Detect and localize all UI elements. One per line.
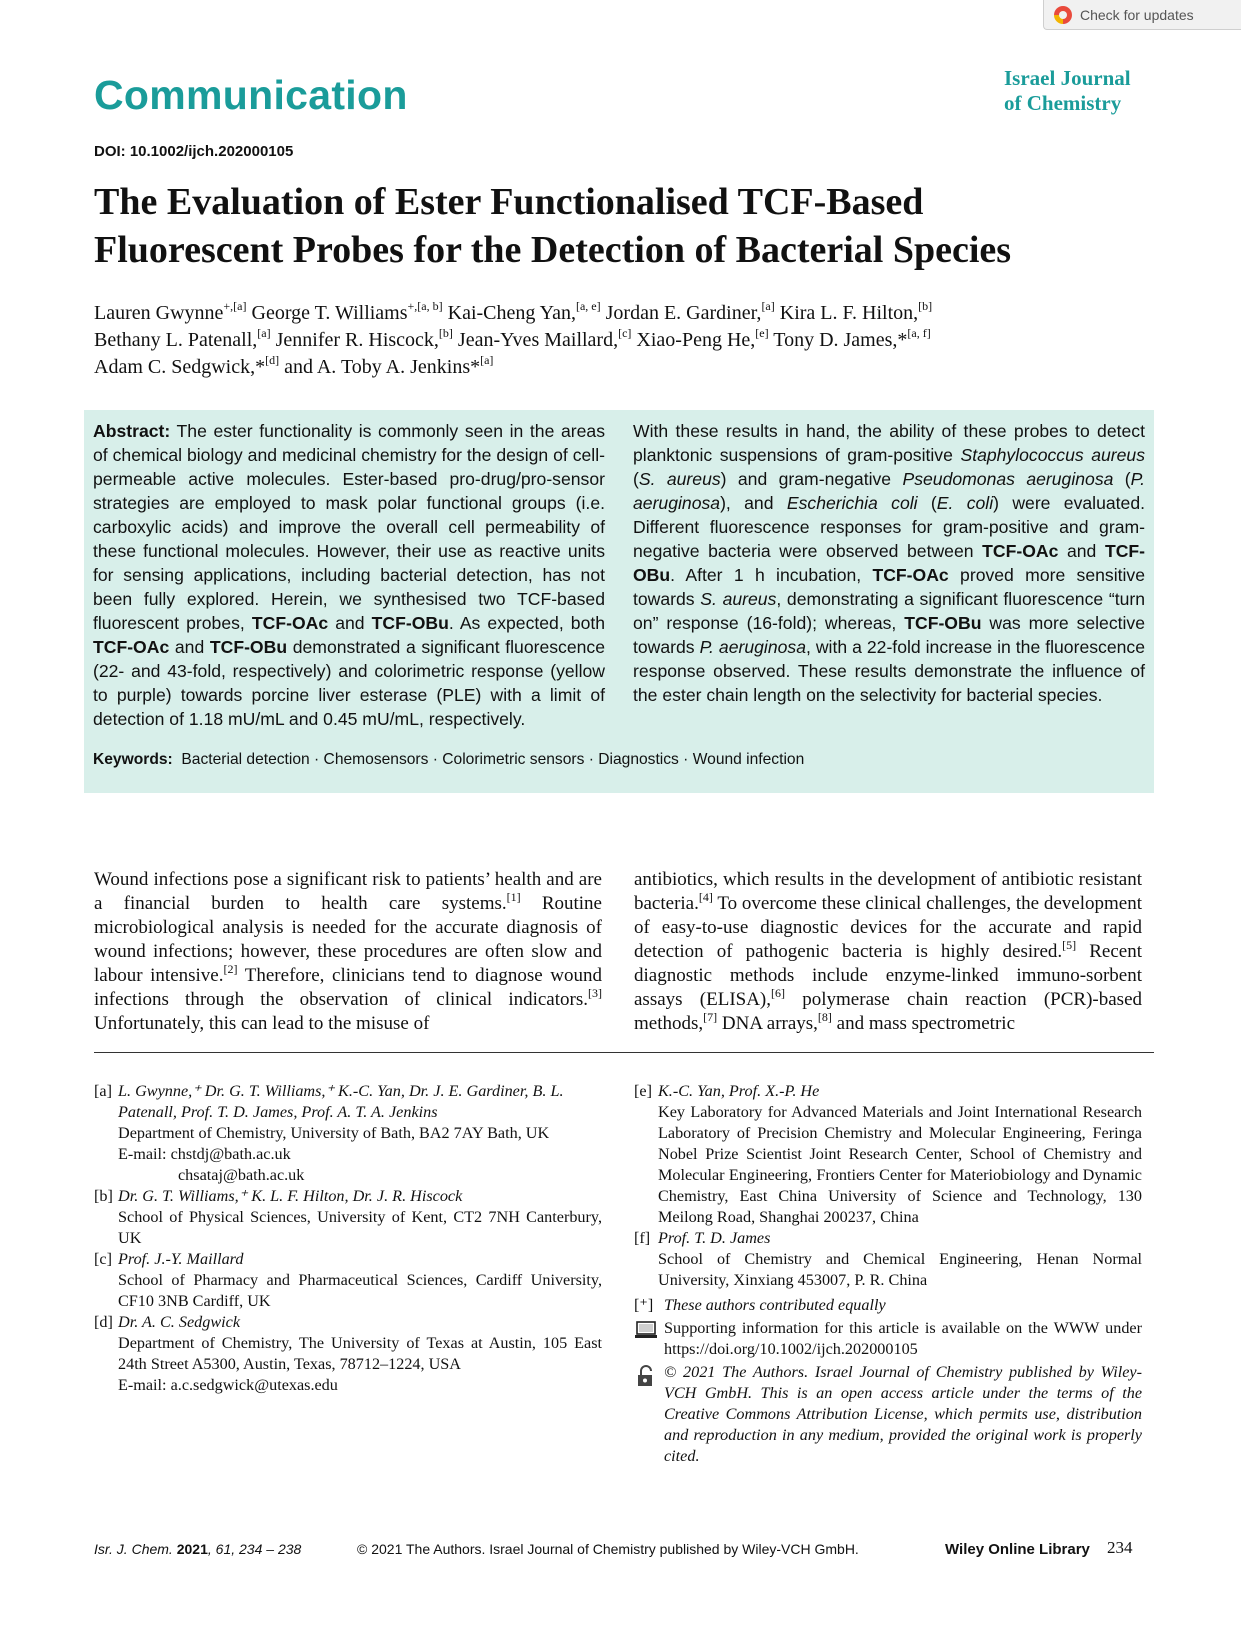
citation-ref[interactable]: [2] [223,961,238,976]
affiliation-b: [b] Dr. G. T. Williams,⁺ K. L. F. Hilton, Dr. J. R. Hiscock School of Physical Sciences, University of Kent, CT2 7NH Canterbury, UK [94,1187,602,1247]
body-text-left: Wound infections pose a significant risk to patients’ health and are a financial burden to health care systems.[1] Routine microbiological analysis is needed for the accurate diagnosis of wound infections; however, these procedures are often slow and labour intensive.[2] Therefore, clinicians tend to diagnose wound infections through the observation of clinical indicators.[3] Unfortunately, this can lead to the misuse of [94,869,602,1034]
keywords-label: Keywords: [93,751,173,768]
author: Bethany L. Patenall,[a] [94,326,271,351]
journal-logo-line2: of Chemistry [1004,91,1122,115]
affiliation-address: Department of Chemistry, University of Bath, BA2 7AY Bath, UK [118,1124,550,1142]
citation-ref[interactable]: [3] [588,985,602,1000]
author: George T. Williams$^{+,[a, b]}$ [251,299,443,324]
affiliation-names: Prof. T. D. James [658,1229,771,1247]
author: Jordan E. Gardiner,[a] [605,299,775,324]
citation-footer: Isr. J. Chem. 2021, 61, 234 – 238 [94,1541,302,1557]
affiliations-left [94,1081,602,1396]
author: Tony D. James,*[a, f] [773,326,931,351]
body-text-right: antibiotics, which results in the development of antibiotic resistant bacteria.[4] To overcome these clinical challenges, the development of easy-to-use diagnostic devices for the accurate and rapid detection of pathogenic bacteria is highly desired.[5] Recent diagnostic methods include enzyme-linked immuno-sorbent assays (ELISA),[6] polymerase chain reaction (PCR)-based methods,[7] DNA arrays,[8] and mass spectrometric [634,869,1143,1034]
citation-ref[interactable]: [5] [1062,937,1077,952]
affiliation-a: [a] L. Gwynne,⁺ Dr. G. T. Williams,⁺ K.-C. Yan, Dr. J. E. Gardiner, B. L. Patenall, Prof. T. D. James, Prof. A. T. A. Jenkins Department of Chemistry, University of Bath, BA2 7AY Bath, UK E-mail: chstdj@bath.ac.uk chsataj@bath.ac.uk [94,1081,602,1186]
license-note: © 2021 The Authors. Israel Journal of Chemistry published by Wiley-VCH GmbH. This is an open access article under the terms of the Creative Commons Attribution License, which permits use, distribution and reproduction in any medium, provided the original work is properly cited. [634,1362,1142,1467]
computer-icon [634,1318,658,1360]
affiliation-names: Prof. J.-Y. Maillard [118,1250,244,1268]
affiliation-address: Department of Chemistry, The University of Texas at Austin, 105 East 24th Street A5300, Austin, Texas, 78712–1224, USA [118,1334,602,1373]
abstract-left-column: Abstract: The ester functionality is commonly seen in the areas of chemical biology and medicinal chemistry for the design of cell-permeable active molecules. Ester-based pro-drug/pro-sensor strategies are employed to mask polar functional groups (i.e. carboxylic acids) and improve the overall cell permeability of these functional molecules. However, their use as reactive units for sensing applications, including bacterial detection, has not been fully explored. Herein, we synthesised two TCF-based fluorescent probes, TCF-OAc and TCF-OBu. As expected, both TCF-OAc and TCF-OBu demonstrated a significant fluorescence (22- and 43-fold, respectively) and colorimetric response (yellow to purple) towards porcine liver esterase (PLE) with a limit of detection of 1.18 mU/mL and 0.45 mU/mL, respectively. [93,421,606,729]
equal-contribution-note: [⁺] These authors contributed equally [634,1296,886,1314]
affiliations-right [634,1081,1142,1467]
affiliation-address: School of Physical Sciences, University of Kent, CT2 7NH Canterbury, UK [118,1208,602,1247]
abstract-right-column: With these results in hand, the ability of these probes to detect planktonic suspensions of gram-positive Staphylococcus aureus (S. aureus) and gram-negative Pseudomonas aeruginosa (P. aeruginosa), and Escherichia coli (E. coli) were evaluated. Different fluorescence responses for gram-positive and gram-negative bacteria were observed between TCF-OAc and TCF-OBu. After 1 h incubation, TCF-OAc proved more sensitive towards S. aureus, demonstrating a significant fluorescence “turn on” response (16-fold); whereas, TCF-OBu was more selective towards P. aeruginosa, with a 22-fold increase in the fluorescence response observed. These results demonstrate the influence of the ester chain length on the selectivity for bacterial species. [633,421,1146,705]
author: Adam C. Sedgwick,*[d] [94,353,280,378]
email-link[interactable]: chsataj@bath.ac.uk [178,1166,305,1184]
page-number: 234 [1107,1538,1133,1557]
title-line: Fluorescent Probes for the Detection of Bacterial Species [94,229,1012,271]
affiliation-address: School of Pharmacy and Pharmaceutical Sciences, Cardiff University, CF10 3NB Cardiff, UK [118,1271,602,1310]
affiliation-d: [d] Dr. A. C. Sedgwick Department of Chemistry, The University of Texas at Austin, 105 East 24th Street A5300, Austin, Texas, 78712–1224, USA E-mail: a.c.sedgwick@utexas.edu [94,1313,602,1394]
author: Kira L. F. Hilton,[b] [779,299,933,324]
affiliation-address: Key Laboratory for Advanced Materials and Joint International Research Laboratory of Precision Chemistry and Molecular Engineering, Feringa Nobel Prize Scientist Joint Research Center, School of Chemistry and Molecular Engineering, Frontiers Center for Materiobiology and Dynamic Chemistry, East China University of Science and Technology, 130 Meilong Road, Shanghai 200237, China [658,1103,1142,1226]
check-for-updates-button[interactable] [1043,0,1241,30]
affiliation-names: K.-C. Yan, Prof. X.-P. He [658,1082,820,1100]
author: Jean-Yves Maillard,[c] [457,326,632,351]
affiliation-address: School of Chemistry and Chemical Engineering, Henan Normal University, Xinxiang 453007, P. R. China [658,1250,1142,1289]
copyright-footer: © 2021 The Authors. Israel Journal of Chemistry published by Wiley-VCH GmbH. [357,1541,859,1557]
update-badge-icon [1054,6,1072,24]
affiliation-names: Dr. G. T. Williams,⁺ K. L. F. Hilton, Dr. J. R. Hiscock [118,1187,463,1205]
open-access-lock-icon [634,1362,658,1467]
email-link[interactable]: E-mail: chstdj@bath.ac.uk [118,1145,291,1163]
doi[interactable]: DOI: 10.1002/ijch.202000105 [94,143,294,160]
journal-logo-line1: Israel Journal [1004,66,1131,90]
article-title [94,178,1154,274]
abstract-box [84,410,1154,793]
citation-ref[interactable]: [4] [698,889,713,904]
author: Jennifer R. Hiscock,[b] [275,326,453,351]
title-line: The Evaluation of Ester Functionalised TCF-Based [94,181,924,223]
wiley-online-library-link[interactable]: Wiley Online Library [945,1541,1090,1558]
author-list [94,300,1154,381]
check-for-updates-label: Check for updates [1080,6,1194,23]
author: Kai-Cheng Yan,[a, e] [447,299,601,324]
citation-ref[interactable]: [1] [506,889,521,904]
footnote-divider [94,1052,1154,1053]
abstract-label: Abstract: [93,421,171,441]
author: Lauren Gwynne$^{+,[a]}$ [94,299,247,324]
affiliation-names: Dr. A. C. Sedgwick [118,1313,240,1331]
citation-ref[interactable]: [7] [703,1009,718,1024]
email-link[interactable]: E-mail: a.c.sedgwick@utexas.edu [118,1376,338,1394]
journal-logo [1004,66,1131,116]
author: Xiao-Peng He,[e] [636,326,769,351]
section-type: Communication [94,72,408,118]
affiliation-e: [e] K.-C. Yan, Prof. X.-P. He Key Laboratory for Advanced Materials and Joint International Research Laboratory of Precision Chemistry and Molecular Engineering, Feringa Nobel Prize Scientist Joint Research Center, School of Chemistry and Molecular Engineering, Frontiers Center for Materiobiology and Dynamic Chemistry, East China University of Science and Technology, 130 Meilong Road, Shanghai 200237, China [634,1082,1142,1226]
affiliation-names: L. Gwynne,⁺ Dr. G. T. Williams,⁺ K.-C. Yan, Dr. J. E. Gardiner, B. L. Patenall, Prof. T. D. James, Prof. A. T. A. Jenkins [118,1082,564,1121]
affiliation-c: [c] Prof. J.-Y. Maillard School of Pharmacy and Pharmaceutical Sciences, Cardiff University, CF10 3NB Cardiff, UK [94,1250,602,1310]
author: and A. Toby A. Jenkins*[a] [284,353,494,378]
citation-ref[interactable]: [8] [817,1009,832,1024]
affiliation-f: [f] Prof. T. D. James School of Chemistry and Chemical Engineering, Henan Normal University, Xinxiang 453007, P. R. China [634,1229,1142,1289]
supporting-info-note[interactable]: Supporting information for this article is available on the WWW under https://doi.org/10.1002/ijch.202000105 [634,1318,1142,1360]
citation-ref[interactable]: [6] [771,985,786,1000]
keywords-list: Bacterial detection · Chemosensors · Colorimetric sensors · Diagnostics · Wound infection [181,751,805,768]
keywords [93,751,804,769]
